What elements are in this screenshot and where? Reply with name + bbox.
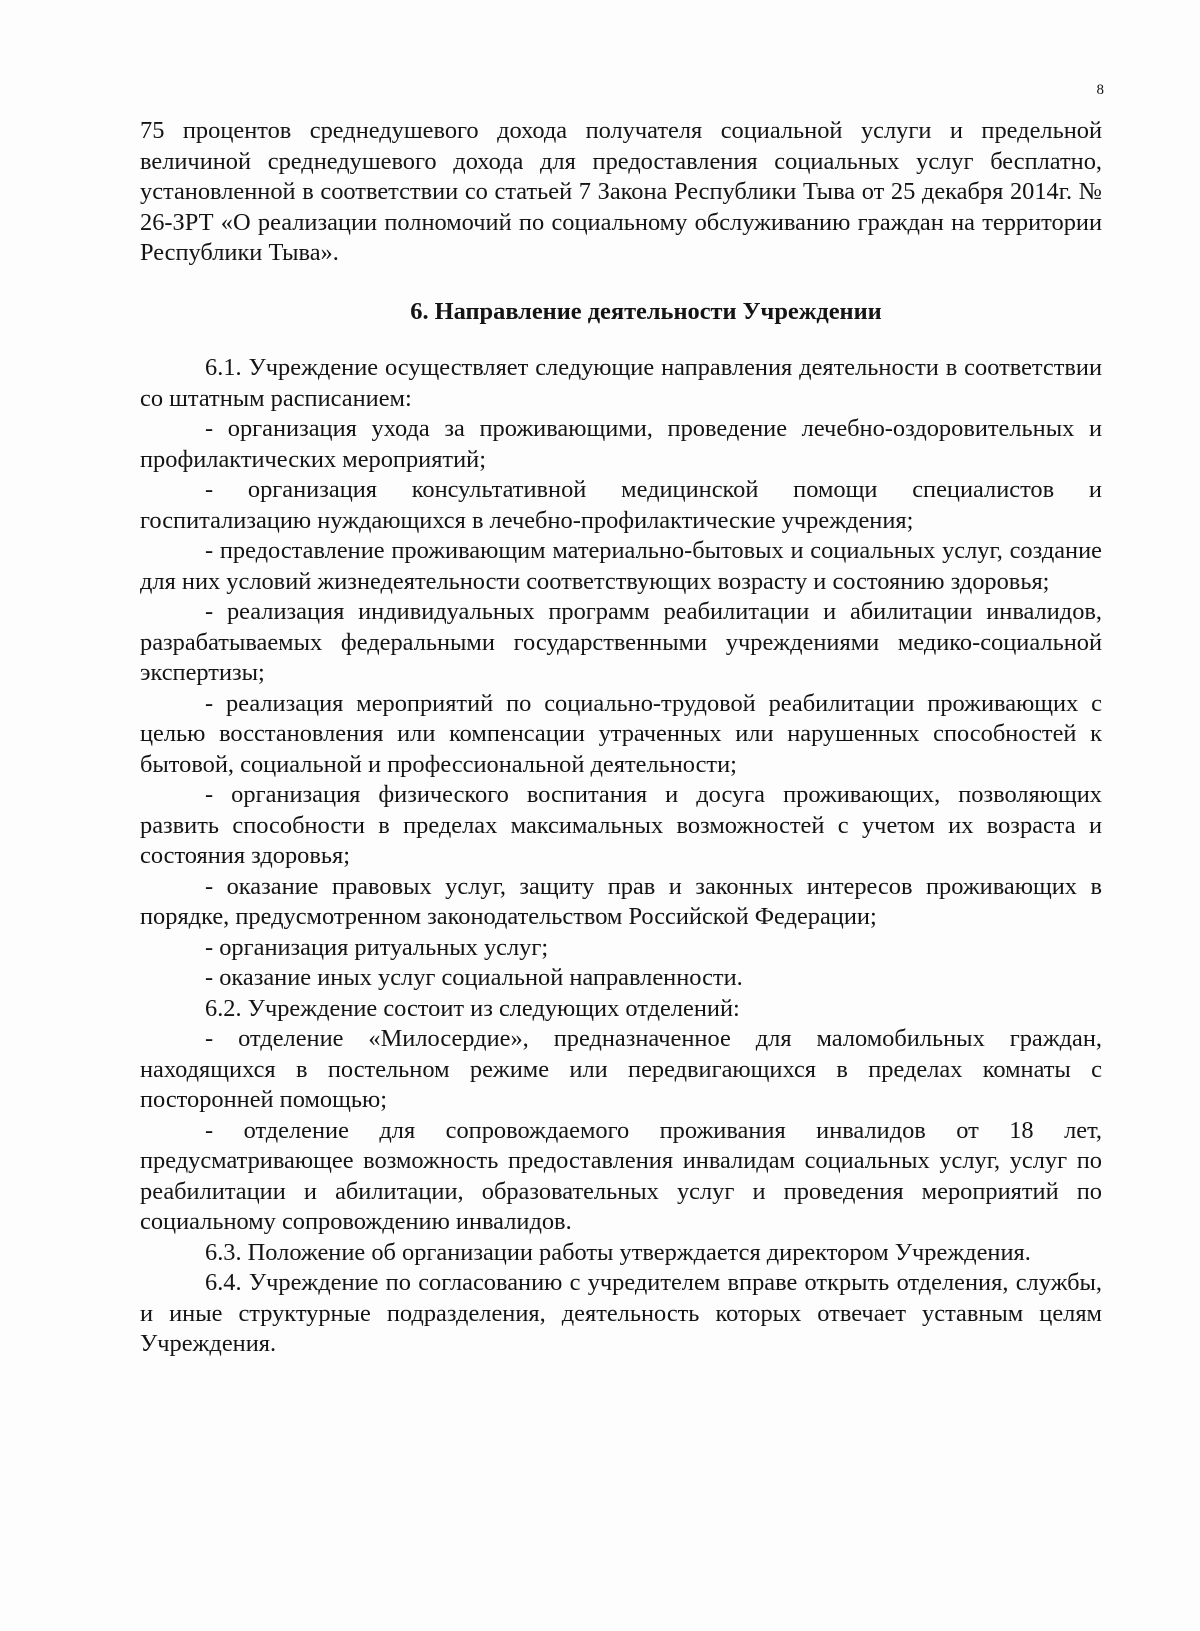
list-item: - отделение «Милосердие», предназначенное для маломобильных граждан, находящихся в постельном режиме или передвигающихся в пределах комнаты с посторонней помощью; xyxy=(140,1025,1102,1113)
section-heading: 6. Направление деятельности Учреждении xyxy=(410,297,882,325)
list-item: - организация консультативной медицинской помощи специалистов и госпитализацию нуждающихся в лечебно-профилактические учреждения; xyxy=(140,476,1102,534)
paragraph-6-4: 6.4. Учреждение по согласованию с учредителем вправе открыть отделения, службы, и иные структурные подразделения, деятельность которых отвечает уставным целям Учреждения. xyxy=(140,1269,1102,1357)
list-item: - отделение для сопровождаемого проживания инвалидов от 18 лет, предусматривающее возможность предоставления инвалидам социальных услуг, услуг по реабилитации и абилитации, образовательных услуг и проведения мероприятий по социальному сопровождению инвалидов. xyxy=(140,1116,1102,1235)
paragraph-6-3: 6.3. Положение об организации работы утверждается директором Учреждения. xyxy=(205,1238,1031,1266)
intro-paragraph: 75 процентов среднедушевого дохода получателя социальной услуги и предельной величиной среднедушевого дохода для предоставления социальных услуг бесплатно, установленной в соответствии со статьей 7 Закона Республики Тыва от 25 декабря 2014г. № 26-ЗРТ «О реализации полномочий по социальному обслуживанию граждан на территории Республики Тыва». xyxy=(140,117,1102,266)
paragraph-6-1: 6.1. Учреждение осуществляет следующие направления деятельности в соответствии со штатным расписанием: xyxy=(140,354,1102,412)
document-body xyxy=(140,116,1102,1360)
list-item: - предоставление проживающим материально-бытовых и социальных услуг, создание для них условий жизнедеятельности соответствующих возрасту и состоянию здоровья; xyxy=(140,537,1102,595)
list-item: - оказание иных услуг социальной направленности. xyxy=(205,964,743,991)
paragraph-6-2: 6.2. Учреждение состоит из следующих отделений: xyxy=(205,994,740,1022)
list-item: - оказание правовых услуг, защиту прав и законных интересов проживающих в порядке, предусмотренном законодательством Российской Федерации; xyxy=(140,872,1102,930)
list-item: - организация ритуальных услуг; xyxy=(205,933,549,961)
list-item: - организация физического воспитания и досуга проживающих, позволяющих развить способности в пределах максимальных возможностей с учетом их возраста и состояния здоровья; xyxy=(140,781,1102,869)
list-item: - реализация мероприятий по социально-трудовой реабилитации проживающих с целью восстановления или компенсации утраченных или нарушенных способностей к бытовой, социальной и профессиональной деятельности; xyxy=(140,689,1102,778)
page-number: 8 xyxy=(1096,82,1104,98)
list-item: - реализация индивидуальных программ реабилитации и абилитации инвалидов, разрабатываемых федеральными государственными учреждениями медико-социальной экспертизы; xyxy=(140,598,1102,686)
list-item: - организация ухода за проживающими, проведение лечебно-оздоровительных и профилактических мероприятий; xyxy=(140,415,1102,473)
